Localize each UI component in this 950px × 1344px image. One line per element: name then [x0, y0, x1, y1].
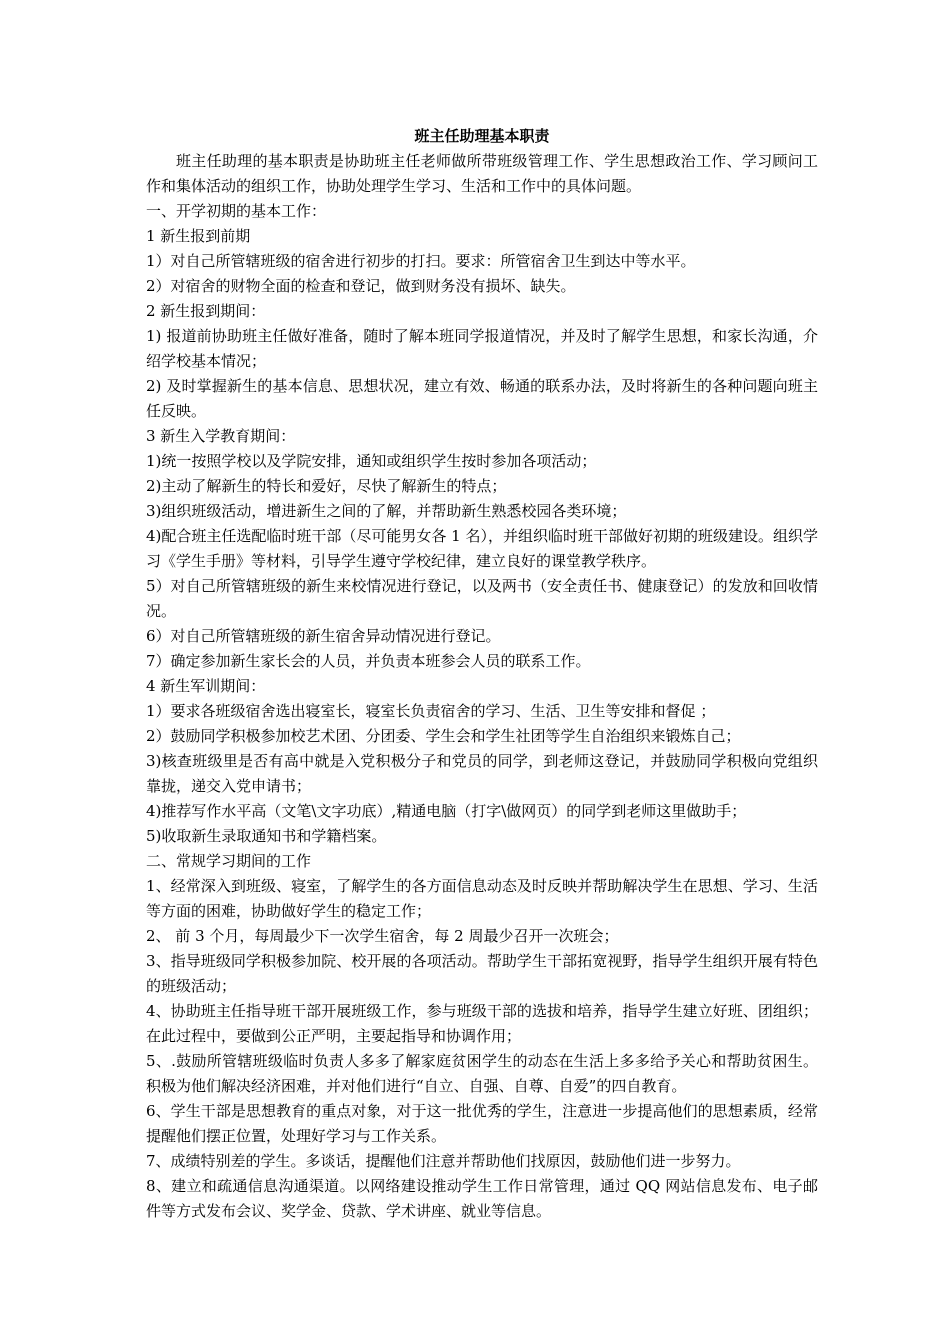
paragraph: 1）要求各班级宿舍选出寝室长，寝室长负责宿舍的学习、生活、卫生等安排和督促 ；	[146, 702, 716, 720]
paragraph: 1) 报道前协助班主任做好准备，随时了解本班同学报道情况，并及时了解学生思想，和家长沟通，介绍学校基本情况；	[146, 327, 818, 370]
paragraph: 5)收取新生录取通知书和学籍档案。	[146, 827, 387, 845]
paragraph: 3、指导班级同学积极参加院、校开展的各项活动。帮助学生干部拓宽视野，指导学生组织开展有特色的班级活动；	[146, 952, 818, 995]
document-body	[146, 149, 818, 1224]
paragraph: 2)主动了解新生的特长和爱好，尽快了解新生的特点；	[146, 477, 507, 495]
paragraph: 1)统一按照学校以及学院安排，通知或组织学生按时参加各项活动；	[146, 452, 597, 470]
paragraph: 4 新生军训期间：	[146, 677, 266, 695]
paragraph: 1）对自己所管辖班级的宿舍进行初步的打扫。要求：所管宿舍卫生到达中等水平。	[146, 252, 696, 270]
paragraph: 6、学生干部是思想教育的重点对象，对于这一批优秀的学生，注意进一步提高他们的思想素质，经常提醒他们摆正位置，处理好学习与工作关系。	[146, 1102, 818, 1145]
paragraph: 5）对自己所管辖班级的新生来校情况进行登记，以及两书（安全责任书、健康登记）的发放和回收情况。	[146, 577, 818, 620]
paragraph: 3)核查班级里是否有高中就是入党积极分子和党员的同学，到老师这登记，并鼓励同学积极向党组织靠拢，递交入党申请书；	[146, 752, 818, 795]
document-page	[146, 124, 818, 1224]
paragraph: 1 新生报到前期	[146, 227, 251, 245]
paragraph: 2、 前 3 个月，每周最少下一次学生宿舍，每 2 周最少召开一次班会；	[146, 927, 619, 945]
paragraph: 5、.鼓励所管辖班级临时负责人多多了解家庭贫困学生的动态在生活上多多给予关心和帮助贫困生。积极为他们解决经济困难，并对他们进行“自立、自强、自尊、自爱”的四自教育。	[146, 1052, 818, 1095]
paragraph: 一、开学初期的基本工作：	[146, 202, 327, 220]
paragraph: 3)组织班级活动，增进新生之间的了解，并帮助新生熟悉校园各类环境；	[146, 502, 627, 520]
paragraph: 班主任助理的基本职责是协助班主任老师做所带班级管理工作、学生思想政治工作、学习顾问工作和集体活动的组织工作，协助处理学生学习、生活和工作中的具体问题。	[146, 152, 818, 195]
document-title: 班主任助理基本职责	[414, 127, 550, 145]
paragraph: 2）鼓励同学积极参加校艺术团、分团委、学生会和学生社团等学生自治组织来锻炼自己；	[146, 727, 741, 745]
paragraph: 7、成绩特别差的学生。多谈话，提醒他们注意并帮助他们找原因，鼓励他们进一步努力。	[146, 1152, 741, 1170]
paragraph: 二、常规学习期间的工作	[146, 852, 312, 870]
paragraph: 1、经常深入到班级、寝室，了解学生的各方面信息动态及时反映并帮助解决学生在思想、学习、生活等方面的困难，协助做好学生的稳定工作；	[146, 877, 818, 920]
paragraph: 4、协助班主任指导班干部开展班级工作，参与班级干部的选拔和培养，指导学生建立好班、团组织；在此过程中，要做到公正严明，主要起指导和协调作用；	[146, 1002, 818, 1045]
paragraph: 6）对自己所管辖班级的新生宿舍异动情况进行登记。	[146, 627, 501, 645]
paragraph: 4)推荐写作水平高（文笔\文字功底）,精通电脑（打字\做网页）的同学到老师这里做助手；	[146, 802, 747, 820]
paragraph: 8、建立和疏通信息沟通渠道。以网络建设推动学生工作日常管理，通过 QQ 网站信息发布、电子邮件等方式发布会议、奖学金、贷款、学术讲座、就业等信息。	[146, 1177, 818, 1220]
paragraph: 2）对宿舍的财物全面的检查和登记，做到财务没有损坏、缺失。	[146, 277, 576, 295]
paragraph: 3 新生入学教育期间：	[146, 427, 296, 445]
paragraph: 2) 及时掌握新生的基本信息、思想状况，建立有效、畅通的联系办法，及时将新生的各种问题向班主任反映。	[146, 377, 818, 420]
paragraph: 4)配合班主任选配临时班干部（尽可能男女各 1 名），并组织临时班干部做好初期的班级建设。组织学习《学生手册》等材料，引导学生遵守学校纪律，建立良好的课堂教学秩序。	[146, 527, 818, 570]
paragraph: 7）确定参加新生家长会的人员，并负责本班参会人员的联系工作。	[146, 652, 591, 670]
paragraph: 2 新生报到期间：	[146, 302, 266, 320]
